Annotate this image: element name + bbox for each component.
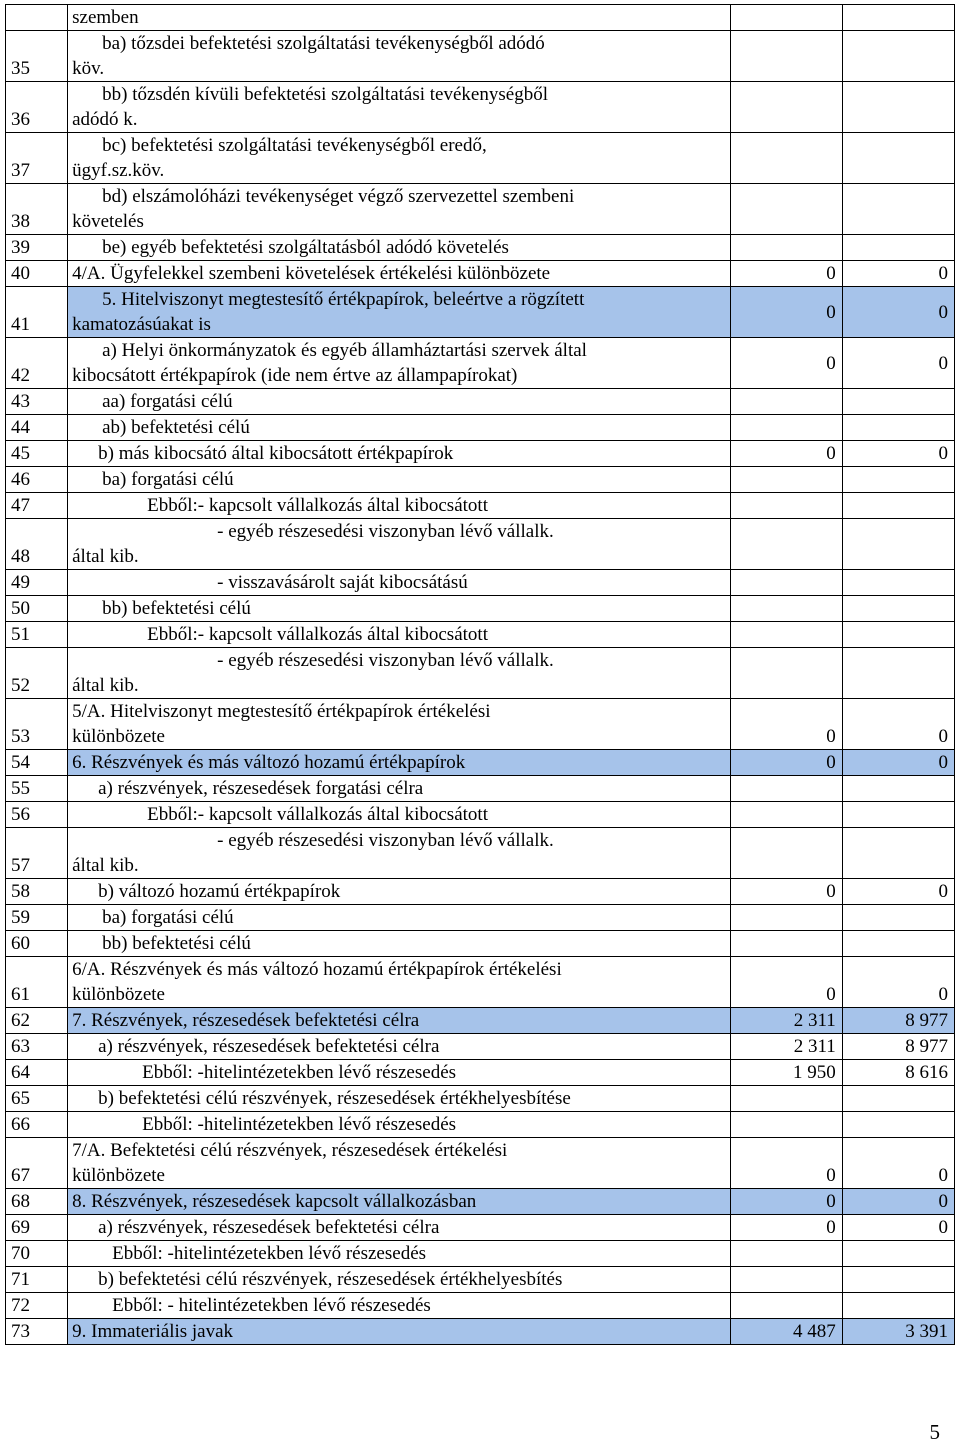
row-label-line1: - egyéb részesedési viszonyban lévő vállalk. — [217, 830, 554, 851]
table-row-highlighted — [6, 750, 955, 776]
value-prior — [842, 389, 954, 415]
value-current — [730, 776, 842, 802]
table-row — [6, 1086, 955, 1112]
table-row — [6, 338, 955, 389]
row-label-line1: - egyéb részesedési viszonyban lévő vállalk. — [217, 650, 554, 671]
row-label-line2: által kib. — [72, 675, 139, 696]
value-current — [730, 1086, 842, 1112]
value-prior: 0 — [842, 261, 954, 287]
value-current: 0 — [730, 1138, 842, 1189]
table-row — [6, 1241, 955, 1267]
row-label: 9. Immateriális javak — [68, 1319, 730, 1345]
row-number: 56 — [6, 802, 68, 828]
value-current: 0 — [730, 699, 842, 750]
table-row — [6, 519, 955, 570]
row-label: 8. Részvények, részesedések kapcsolt vállalkozásban — [68, 1189, 730, 1215]
table-row — [6, 441, 955, 467]
value-current: 0 — [730, 1215, 842, 1241]
value-prior — [842, 415, 954, 441]
row-label: szemben — [68, 5, 730, 31]
table-row — [6, 905, 955, 931]
value-prior — [842, 1267, 954, 1293]
value-prior — [842, 1241, 954, 1267]
row-number: 64 — [6, 1060, 68, 1086]
row-number: 51 — [6, 622, 68, 648]
value-prior — [842, 596, 954, 622]
value-prior: 8 616 — [842, 1060, 954, 1086]
row-label-line1: ba) tőzsdei befektetési szolgáltatási tevékenységből adódó — [102, 33, 545, 54]
value-current — [730, 1293, 842, 1319]
value-prior — [842, 648, 954, 699]
value-current — [730, 648, 842, 699]
row-label-line2: különbözete — [72, 984, 165, 1005]
table-row — [6, 931, 955, 957]
row-label: Ebből:- kapcsolt vállalkozás által kibocsátott — [68, 622, 730, 648]
row-number: 43 — [6, 389, 68, 415]
row-label-line1: a) Helyi önkormányzatok és egyéb államháztartási szervek által — [102, 340, 587, 361]
row-number: 71 — [6, 1267, 68, 1293]
value-prior: 0 — [842, 699, 954, 750]
value-prior — [842, 1112, 954, 1138]
row-label-line2: különbözete — [72, 726, 165, 747]
value-current — [730, 519, 842, 570]
row-label-line2: követelés — [72, 211, 144, 232]
row-label: bb) befektetési célú — [68, 931, 730, 957]
table-row — [6, 261, 955, 287]
value-prior — [842, 931, 954, 957]
row-number: 53 — [6, 699, 68, 750]
table-row — [6, 828, 955, 879]
value-current: 0 — [730, 338, 842, 389]
table-row — [6, 493, 955, 519]
row-label: b) befektetési célú részvények, részesedések értékhelyesbítése — [68, 1086, 730, 1112]
page-number: 5 — [929, 1420, 940, 1444]
value-current: 0 — [730, 261, 842, 287]
table-row — [6, 957, 955, 1008]
row-label — [68, 338, 730, 389]
row-label-line2: adódó k. — [72, 109, 138, 130]
row-label: 7. Részvények, részesedések befektetési célra — [68, 1008, 730, 1034]
row-number: 59 — [6, 905, 68, 931]
value-current — [730, 82, 842, 133]
value-prior: 0 — [842, 750, 954, 776]
row-number: 37 — [6, 133, 68, 184]
value-current: 1 950 — [730, 1060, 842, 1086]
row-label: b) más kibocsátó által kibocsátott értékpapírok — [68, 441, 730, 467]
table-row — [6, 389, 955, 415]
value-current — [730, 828, 842, 879]
row-label-line2: által kib. — [72, 546, 139, 567]
row-number: 68 — [6, 1189, 68, 1215]
row-number: 72 — [6, 1293, 68, 1319]
row-label: ba) forgatási célú — [68, 905, 730, 931]
row-label: bb) befektetési célú — [68, 596, 730, 622]
value-prior — [842, 5, 954, 31]
table-row — [6, 1293, 955, 1319]
row-label: a) részvények, részesedések befektetési célra — [68, 1034, 730, 1060]
row-number: 70 — [6, 1241, 68, 1267]
value-prior: 0 — [842, 879, 954, 905]
value-current — [730, 1267, 842, 1293]
row-label: a) részvények, részesedések befektetési célra — [68, 1215, 730, 1241]
value-prior — [842, 467, 954, 493]
value-current — [730, 1112, 842, 1138]
row-number: 61 — [6, 957, 68, 1008]
row-label — [68, 828, 730, 879]
row-number: 73 — [6, 1319, 68, 1345]
table-row — [6, 82, 955, 133]
table-row — [6, 133, 955, 184]
table-row — [6, 467, 955, 493]
table-row-highlighted — [6, 287, 955, 338]
table-row-highlighted — [6, 1319, 955, 1345]
row-label: Ebből:- kapcsolt vállalkozás által kibocsátott — [68, 493, 730, 519]
value-current — [730, 235, 842, 261]
value-current — [730, 389, 842, 415]
row-label: Ebből: -hitelintézetekben lévő részesedés — [68, 1112, 730, 1138]
row-label-line1: 5/A. Hitelviszonyt megtestesítő értékpapírok értékelési — [72, 701, 491, 722]
row-label: 4/A. Ügyfelekkel szembeni követelések értékelési különbözete — [68, 261, 730, 287]
row-label-line1: bc) befektetési szolgáltatási tevékenységből eredő, — [102, 135, 487, 156]
value-current — [730, 493, 842, 519]
value-prior: 8 977 — [842, 1034, 954, 1060]
table-row — [6, 1034, 955, 1060]
row-label-line1: 7/A. Befektetési célú részvények, részesedések értékelési — [72, 1140, 508, 1161]
row-number: 55 — [6, 776, 68, 802]
row-label — [68, 957, 730, 1008]
table-row — [6, 415, 955, 441]
row-number — [6, 5, 68, 31]
value-current — [730, 622, 842, 648]
row-label: Ebből: -hitelintézetekben lévő részesedés — [68, 1241, 730, 1267]
value-prior — [842, 235, 954, 261]
table-row — [6, 1138, 955, 1189]
row-number: 39 — [6, 235, 68, 261]
row-number: 63 — [6, 1034, 68, 1060]
value-prior — [842, 622, 954, 648]
row-number: 66 — [6, 1112, 68, 1138]
row-label-line2: különbözete — [72, 1165, 165, 1186]
value-prior — [842, 570, 954, 596]
row-label: a) részvények, részesedések forgatási célra — [68, 776, 730, 802]
row-label — [68, 82, 730, 133]
row-label — [68, 184, 730, 235]
row-label: ba) forgatási célú — [68, 467, 730, 493]
row-label-line2: kibocsátott értékpapírok (ide nem értve az állampapírokat) — [72, 365, 518, 386]
value-current: 2 311 — [730, 1034, 842, 1060]
table-row — [6, 1215, 955, 1241]
row-label: b) változó hozamú értékpapírok — [68, 879, 730, 905]
table-row — [6, 596, 955, 622]
row-label: be) egyéb befektetési szolgáltatásból adódó követelés — [68, 235, 730, 261]
row-label-line1: - egyéb részesedési viszonyban lévő vállalk. — [217, 521, 554, 542]
table-row-highlighted — [6, 1008, 955, 1034]
value-current: 0 — [730, 750, 842, 776]
table-row — [6, 235, 955, 261]
value-prior — [842, 184, 954, 235]
value-prior — [842, 519, 954, 570]
row-number: 49 — [6, 570, 68, 596]
value-current — [730, 905, 842, 931]
table-row — [6, 802, 955, 828]
value-prior: 0 — [842, 1138, 954, 1189]
row-number: 45 — [6, 441, 68, 467]
value-current — [730, 31, 842, 82]
row-label — [68, 648, 730, 699]
row-label — [68, 31, 730, 82]
row-number: 50 — [6, 596, 68, 622]
table-row — [6, 648, 955, 699]
value-current — [730, 596, 842, 622]
row-label — [68, 1138, 730, 1189]
row-number: 48 — [6, 519, 68, 570]
table-row — [6, 31, 955, 82]
row-label-line2: ügyf.sz.köv. — [72, 160, 165, 181]
row-number: 52 — [6, 648, 68, 699]
row-number: 65 — [6, 1086, 68, 1112]
value-prior — [842, 493, 954, 519]
table-row — [6, 622, 955, 648]
table-row — [6, 1112, 955, 1138]
value-current — [730, 133, 842, 184]
row-number: 44 — [6, 415, 68, 441]
row-number: 47 — [6, 493, 68, 519]
value-prior: 0 — [842, 287, 954, 338]
value-prior — [842, 133, 954, 184]
row-label-line2: által kib. — [72, 855, 139, 876]
row-label: Ebből:- kapcsolt vállalkozás által kibocsátott — [68, 802, 730, 828]
row-label: ab) befektetési célú — [68, 415, 730, 441]
value-current — [730, 5, 842, 31]
row-number: 42 — [6, 338, 68, 389]
value-current — [730, 184, 842, 235]
row-number: 69 — [6, 1215, 68, 1241]
value-prior: 8 977 — [842, 1008, 954, 1034]
row-label-line1: 6/A. Részvények és más változó hozamú értékpapírok értékelési — [72, 959, 562, 980]
row-label: b) befektetési célú részvények, részesedések értékhelyesbítés — [68, 1267, 730, 1293]
row-label: aa) forgatási célú — [68, 389, 730, 415]
value-current — [730, 931, 842, 957]
row-label: 6. Részvények és más változó hozamú értékpapírok — [68, 750, 730, 776]
value-current: 4 487 — [730, 1319, 842, 1345]
row-label — [68, 519, 730, 570]
table-row — [6, 699, 955, 750]
row-number: 67 — [6, 1138, 68, 1189]
value-current: 0 — [730, 957, 842, 1008]
balance-sheet-table — [5, 4, 955, 1345]
value-current: 0 — [730, 879, 842, 905]
table-row — [6, 776, 955, 802]
value-current: 0 — [730, 287, 842, 338]
value-current — [730, 467, 842, 493]
value-current — [730, 570, 842, 596]
row-number: 40 — [6, 261, 68, 287]
value-current — [730, 802, 842, 828]
value-prior: 0 — [842, 441, 954, 467]
row-label — [68, 699, 730, 750]
table-row — [6, 879, 955, 905]
row-label-line1: bb) tőzsdén kívüli befektetési szolgáltatási tevékenységből — [102, 84, 548, 105]
row-number: 54 — [6, 750, 68, 776]
row-label-line1: bd) elszámolóházi tevékenységet végző szervezettel szembeni — [102, 186, 575, 207]
row-number: 57 — [6, 828, 68, 879]
value-prior — [842, 1293, 954, 1319]
value-prior — [842, 905, 954, 931]
value-current — [730, 415, 842, 441]
row-label-line1: 5. Hitelviszonyt megtestesítő értékpapírok, beleértve a rögzített — [102, 289, 585, 310]
table-row — [6, 1060, 955, 1086]
value-current — [730, 1241, 842, 1267]
value-current: 0 — [730, 441, 842, 467]
table-row — [6, 184, 955, 235]
row-number: 60 — [6, 931, 68, 957]
table-row — [6, 570, 955, 596]
value-prior: 0 — [842, 1189, 954, 1215]
value-prior — [842, 31, 954, 82]
row-label — [68, 287, 730, 338]
row-label: Ebből: -hitelintézetekben lévő részesedés — [68, 1060, 730, 1086]
value-prior — [842, 828, 954, 879]
row-number: 46 — [6, 467, 68, 493]
row-number: 41 — [6, 287, 68, 338]
row-number: 62 — [6, 1008, 68, 1034]
table-row — [6, 1267, 955, 1293]
row-label-line2: kamatozásúakat is — [72, 314, 211, 335]
row-label: Ebből: - hitelintézetekben lévő részesedés — [68, 1293, 730, 1319]
row-number: 38 — [6, 184, 68, 235]
table-row — [6, 5, 955, 31]
value-prior — [842, 802, 954, 828]
row-label: - visszavásárolt saját kibocsátású — [68, 570, 730, 596]
value-prior — [842, 776, 954, 802]
value-current: 0 — [730, 1189, 842, 1215]
row-label-line2: köv. — [72, 58, 105, 79]
row-number: 36 — [6, 82, 68, 133]
row-label — [68, 133, 730, 184]
value-prior: 0 — [842, 1215, 954, 1241]
value-prior: 0 — [842, 957, 954, 1008]
table-row-highlighted — [6, 1189, 955, 1215]
row-number: 58 — [6, 879, 68, 905]
value-current: 2 311 — [730, 1008, 842, 1034]
value-prior: 3 391 — [842, 1319, 954, 1345]
value-prior: 0 — [842, 338, 954, 389]
row-number: 35 — [6, 31, 68, 82]
value-prior — [842, 82, 954, 133]
value-prior — [842, 1086, 954, 1112]
